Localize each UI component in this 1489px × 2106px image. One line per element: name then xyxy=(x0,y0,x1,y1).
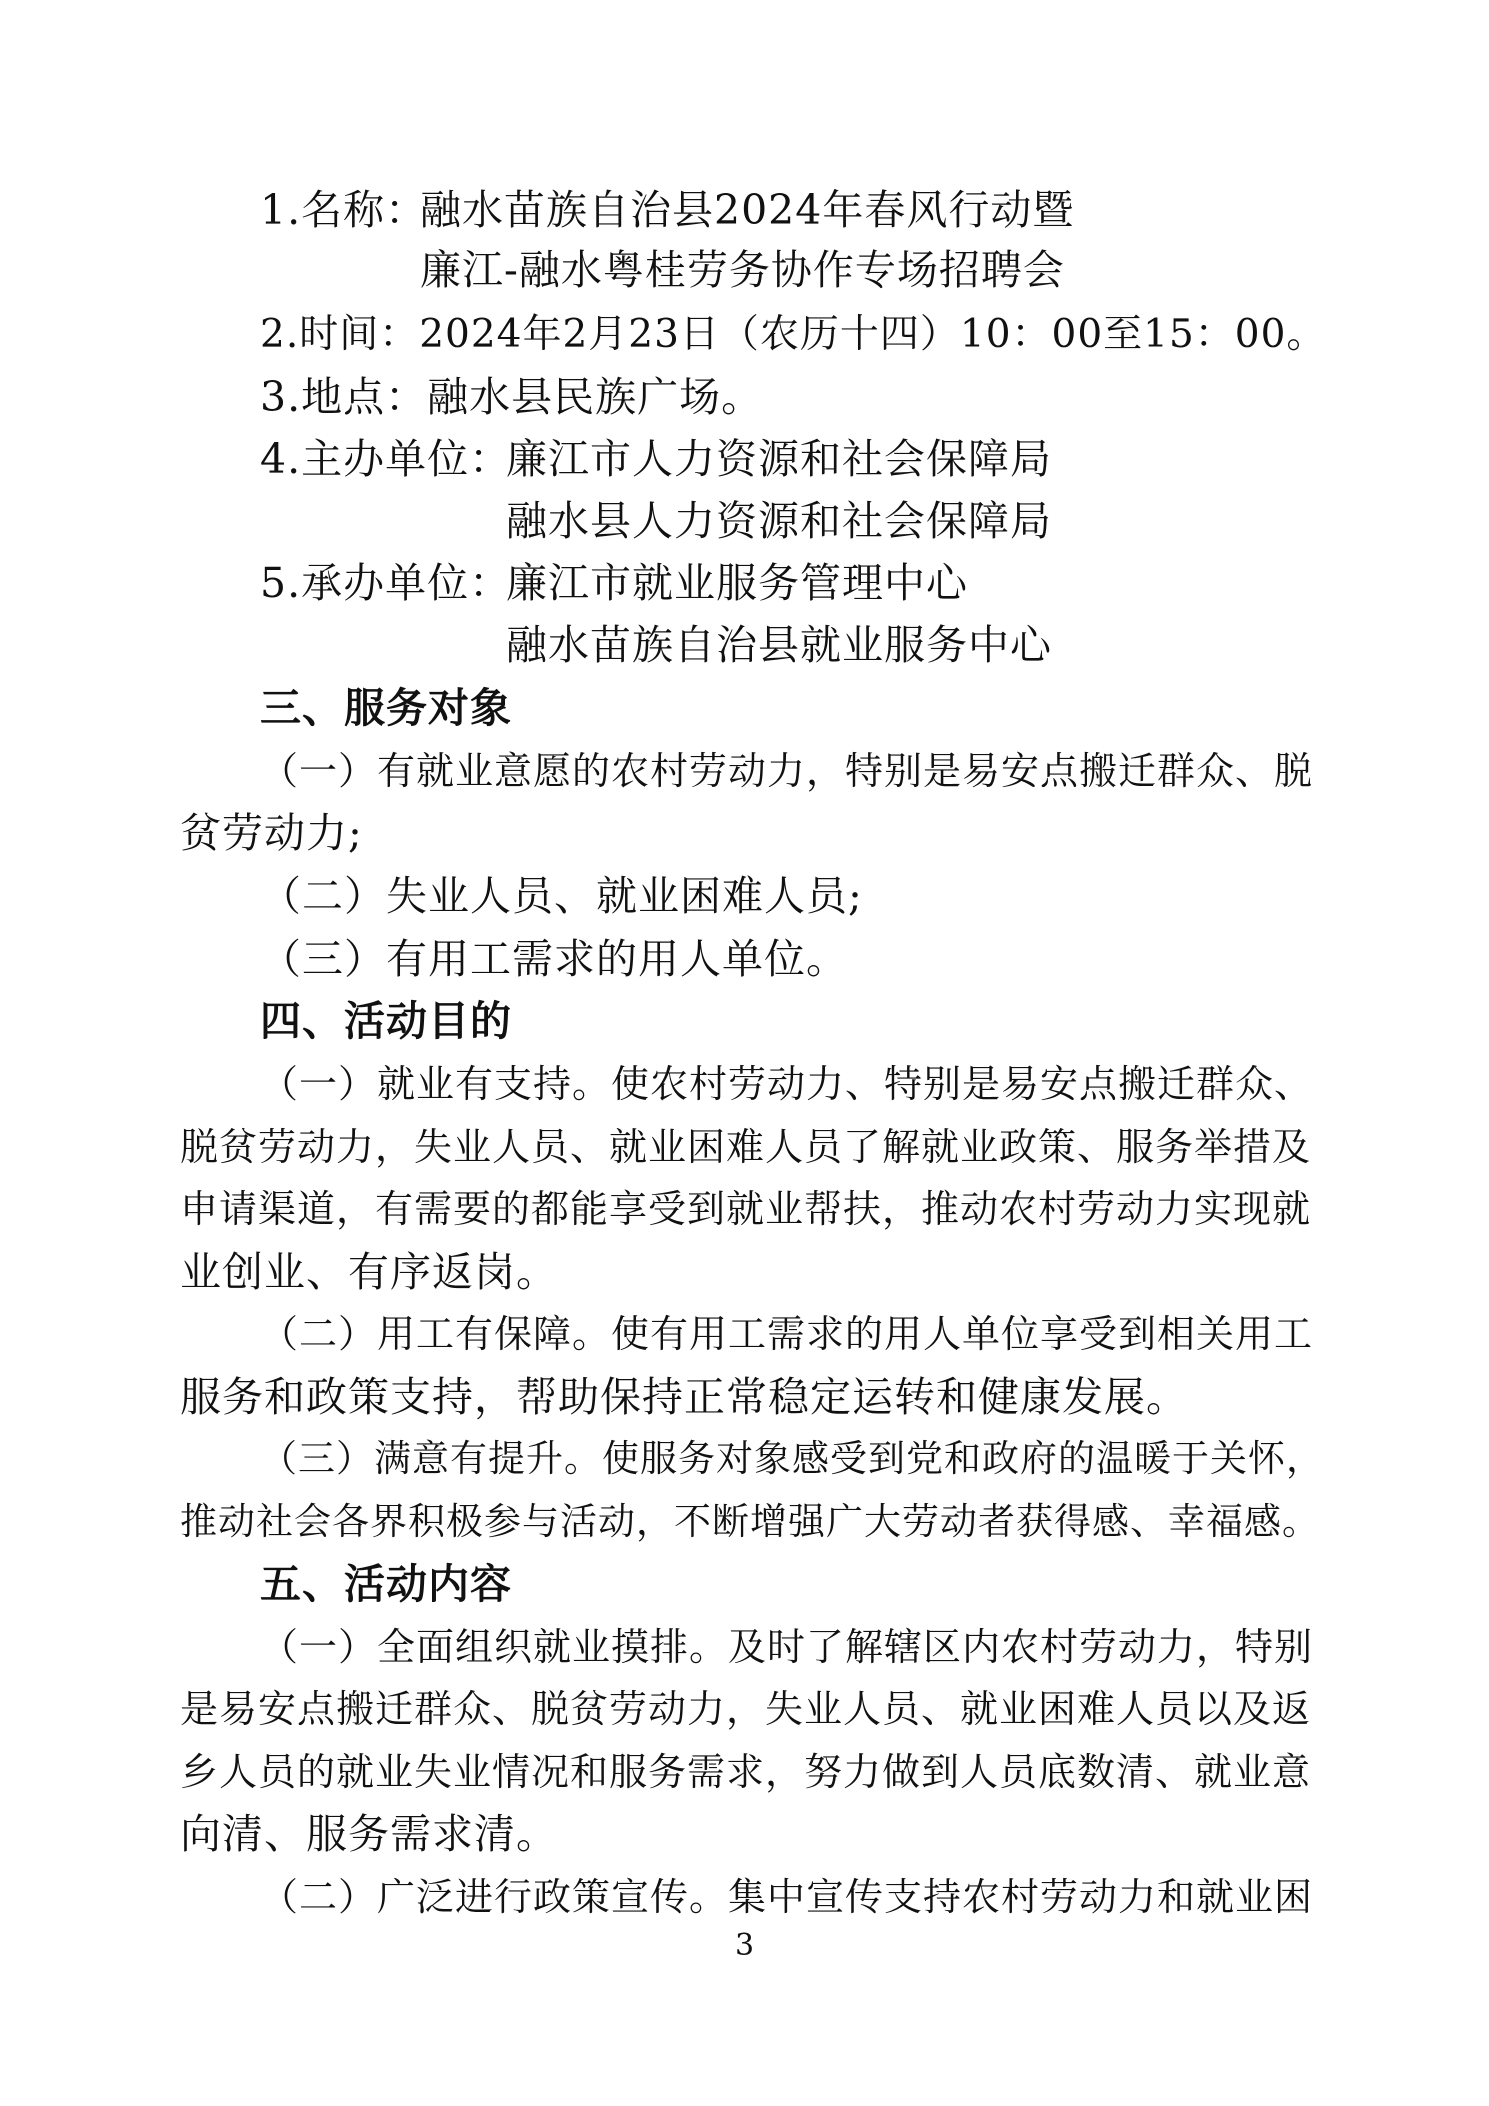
section5-heading: 五、活动内容 xyxy=(260,1560,512,1608)
info-place: 3.地点：融水县民族广场。 xyxy=(260,373,764,421)
section4-line-3: 申请渠道，有需要的都能享受到就业帮扶，推动农村劳动力实现就 xyxy=(180,1187,1312,1231)
section3-line-4: （三）有用工需求的用人单位。 xyxy=(260,935,848,983)
section4-line-7: （三）满意有提升。使服务对象感受到党和政府的温暖于关怀， xyxy=(260,1437,1324,1480)
section5-line-5: （二）广泛进行政策宣传。集中宣传支持农村劳动力和就业困 xyxy=(260,1875,1314,1919)
info-time: 2.时间：2024年2月23日（农历十四）10：00至15：00。 xyxy=(260,312,1327,357)
info-host-label: 4.主办单位： xyxy=(260,435,512,483)
info-organizer-label: 5.承办单位： xyxy=(260,559,512,607)
section3-line-1: （一）有就业意愿的农村劳动力，特别是易安点搬迁群众、脱 xyxy=(260,749,1314,793)
section5-line-2: 是易安点搬迁群众、脱贫劳动力，失业人员、就业困难人员以及返 xyxy=(180,1687,1312,1731)
section3-line-2: 贫劳动力; xyxy=(180,809,363,857)
section4-line-5: （二）用工有保障。使有用工需求的用人单位享受到相关用工 xyxy=(260,1312,1314,1356)
section4-line-8: 推动社会各界积极参与活动，不断增强广大劳动者获得感、幸福感。 xyxy=(180,1500,1320,1543)
info-organizer-line-1 xyxy=(260,558,968,608)
section4-heading: 四、活动目的 xyxy=(260,997,512,1045)
info-host-line-1 xyxy=(260,434,1052,484)
section3-line-3: （二）失业人员、就业困难人员; xyxy=(260,872,863,920)
section4-line-6: 服务和政策支持，帮助保持正常稳定运转和健康发展。 xyxy=(180,1373,1188,1421)
section5-line-1: （一）全面组织就业摸排。及时了解辖区内农村劳动力，特别 xyxy=(260,1625,1314,1669)
section4-line-2: 脱贫劳动力，失业人员、就业困难人员了解就业政策、服务举措及 xyxy=(180,1125,1312,1169)
section4-line-1: （一）就业有支持。使农村劳动力、特别是易安点搬迁群众、 xyxy=(260,1062,1314,1106)
page-number: 3 xyxy=(734,1928,755,1963)
info-organizer-line-2: 融水苗族自治县就业服务中心 xyxy=(506,621,1052,669)
info-host-value-1: 廉江市人力资源和社会保障局 xyxy=(506,435,1052,483)
info-name-value-1: 融水苗族自治县2024年春风行动暨 xyxy=(420,186,1075,234)
info-organizer-value-1: 廉江市就业服务管理中心 xyxy=(506,559,968,607)
info-name-line-1 xyxy=(260,185,1074,235)
info-name-line-2: 廉江-融水粤桂劳务协作专场招聘会 xyxy=(420,246,1065,294)
info-host-line-2: 融水县人力资源和社会保障局 xyxy=(506,497,1052,545)
section3-heading: 三、服务对象 xyxy=(260,684,512,732)
section5-line-3: 乡人员的就业失业情况和服务需求，努力做到人员底数清、就业意 xyxy=(180,1750,1312,1794)
section5-line-4: 向清、服务需求清。 xyxy=(180,1810,558,1858)
info-name-label: 1.名称： xyxy=(260,186,428,234)
section4-line-4: 业创业、有序返岗。 xyxy=(180,1248,558,1296)
